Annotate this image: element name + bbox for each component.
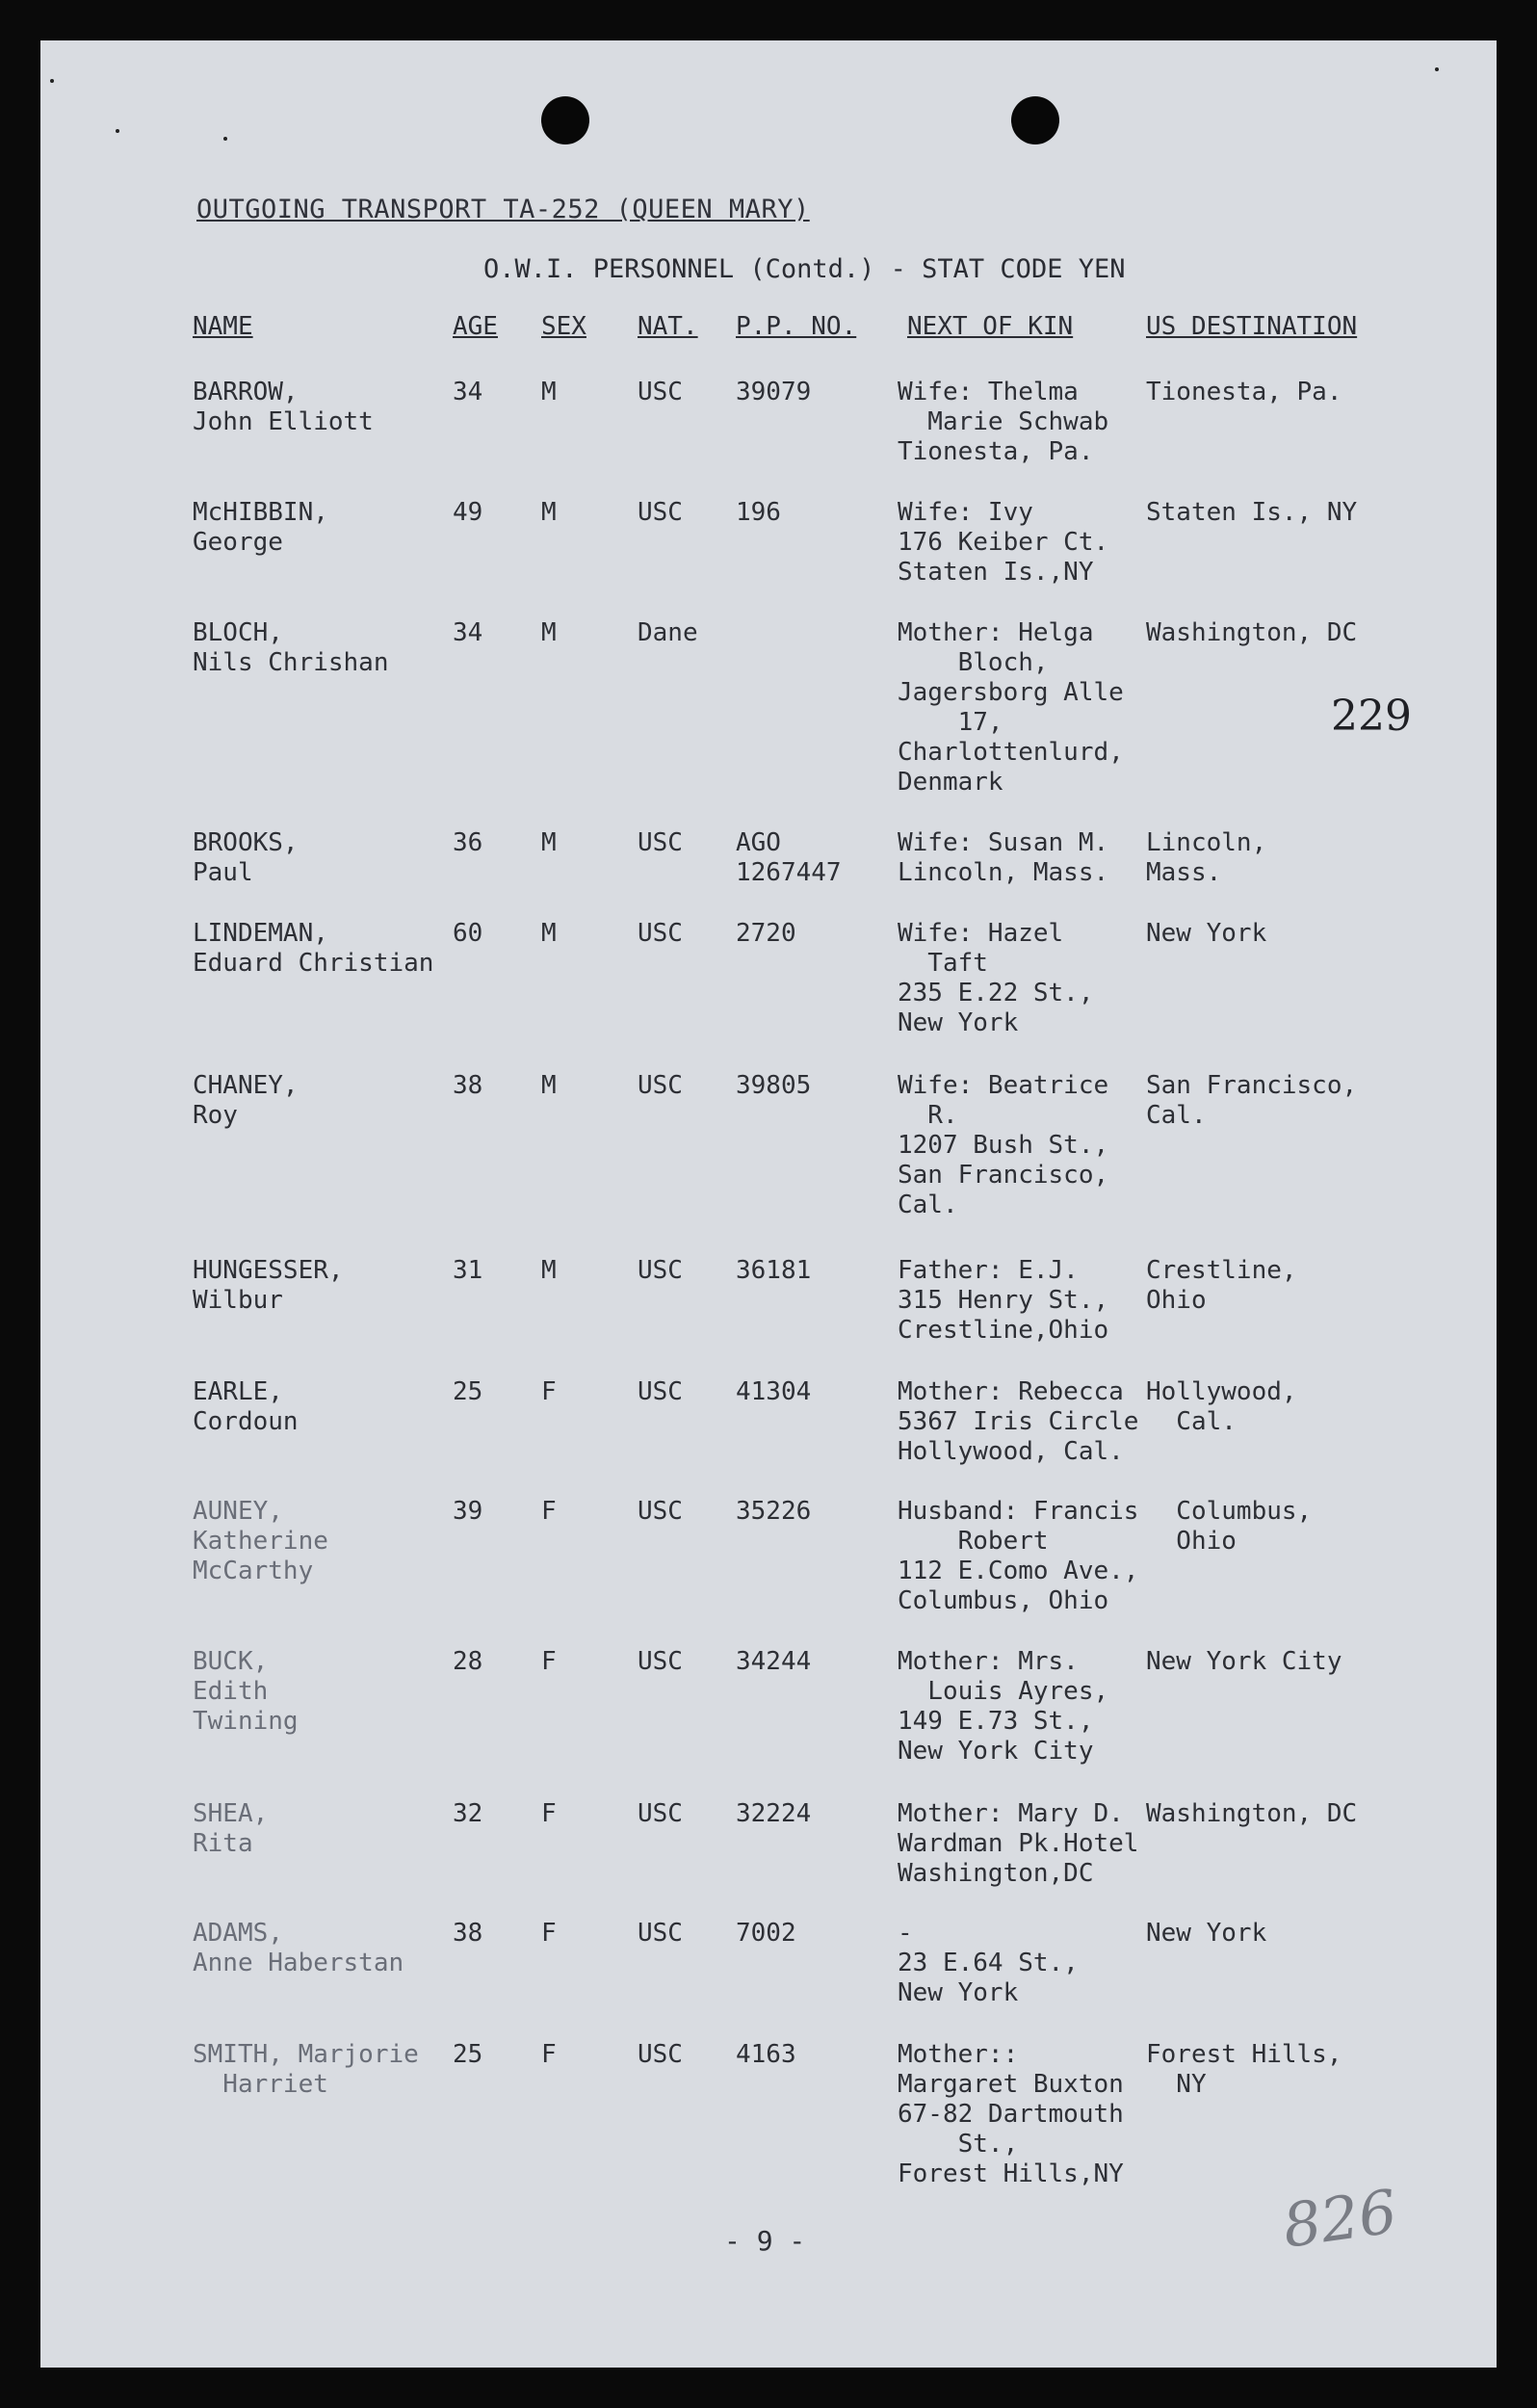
cell-next-of-kin: Wife: Thelma Marie Schwab Tionesta, Pa. — [898, 378, 1109, 466]
cell-pp-number: 32224 — [736, 1799, 812, 1828]
cell-next-of-kin: Mother: Mrs. Louis Ayres, 149 E.73 St., New York City — [898, 1647, 1109, 1766]
header-nat: NAT. — [638, 312, 698, 341]
cell-pp-number: 36181 — [736, 1256, 812, 1285]
cell-age: 49 — [453, 498, 483, 527]
cell-age: 25 — [453, 2040, 483, 2069]
cell-next-of-kin: Father: E.J. 315 Henry St., Crestline,Ohio — [898, 1256, 1109, 1345]
cell-next-of-kin: Mother: Mary D. Wardman Pk.Hotel Washington,DC — [898, 1799, 1139, 1888]
cell-name: BLOCH, Nils Chrishan — [193, 618, 389, 677]
cell-pp-number: 39079 — [736, 378, 812, 406]
cell-sex: F — [541, 1377, 557, 1406]
cell-name: BUCK, Edith Twining — [193, 1647, 299, 1736]
cell-pp-number: 4163 — [736, 2040, 796, 2069]
header-next-of-kin: NEXT OF KIN — [907, 312, 1074, 341]
cell-pp-number: 35226 — [736, 1497, 812, 1526]
cell-sex: F — [541, 1919, 557, 1948]
cell-name: AUNEY, Katherine McCarthy — [193, 1497, 328, 1585]
cell-next-of-kin: - 23 E.64 St., New York — [898, 1919, 1079, 2007]
header-pp-no: P.P. NO. — [736, 312, 857, 341]
cell-us-destination: Staten Is., NY — [1146, 498, 1358, 527]
cell-pp-number: 41304 — [736, 1377, 812, 1406]
cell-nationality: USC — [638, 1256, 683, 1285]
cell-next-of-kin: Wife: Ivy 176 Keiber Ct. Staten Is.,NY — [898, 498, 1109, 587]
cell-nationality: USC — [638, 919, 683, 948]
speck — [50, 79, 54, 83]
cell-us-destination: New York City — [1146, 1647, 1342, 1676]
speck — [116, 129, 119, 133]
cell-next-of-kin: Wife: Beatrice R. 1207 Bush St., San Francisco, Cal. — [898, 1071, 1109, 1219]
cell-sex: F — [541, 1799, 557, 1828]
cell-us-destination: New York — [1146, 1919, 1267, 1948]
cell-nationality: USC — [638, 378, 683, 406]
speck — [1435, 67, 1439, 71]
cell-age: 60 — [453, 919, 483, 948]
cell-pp-number: 2720 — [736, 919, 796, 948]
header-sex: SEX — [541, 312, 586, 341]
cell-name: HUNGESSER, Wilbur — [193, 1256, 344, 1315]
cell-us-destination: Hollywood, Cal. — [1146, 1377, 1297, 1436]
cell-name: ADAMS, Anne Haberstan — [193, 1919, 404, 1977]
cell-name: SMITH, Marjorie Harriet — [193, 2040, 419, 2099]
header-age: AGE — [453, 312, 498, 341]
cell-next-of-kin: Husband: Francis Robert 112 E.Como Ave., Columbus, Ohio — [898, 1497, 1139, 1615]
cell-us-destination: New York — [1146, 919, 1267, 948]
punch-hole — [541, 96, 589, 144]
cell-age: 28 — [453, 1647, 483, 1676]
cell-name: EARLE, Cordoun — [193, 1377, 299, 1436]
cell-name: BROOKS, Paul — [193, 828, 299, 887]
cell-sex: M — [541, 498, 557, 527]
document-page — [40, 40, 1497, 2368]
cell-next-of-kin: Wife: Hazel Taft 235 E.22 St., New York — [898, 919, 1094, 1037]
cell-name: CHANEY, Roy — [193, 1071, 299, 1130]
cell-age: 36 — [453, 828, 483, 857]
handwritten-note: 826 — [1278, 2176, 1401, 2262]
cell-nationality: USC — [638, 2040, 683, 2069]
cell-pp-number: 7002 — [736, 1919, 796, 1948]
speck — [223, 137, 227, 141]
cell-sex: M — [541, 919, 557, 948]
cell-age: 38 — [453, 1919, 483, 1948]
cell-name: LINDEMAN, Eduard Christian — [193, 919, 434, 978]
page-number: - 9 - — [724, 2225, 806, 2257]
cell-next-of-kin: Mother: Rebecca 5367 Iris Circle Hollywood, Cal. — [898, 1377, 1139, 1466]
cell-nationality: USC — [638, 1497, 683, 1526]
cell-us-destination: Crestline, Ohio — [1146, 1256, 1297, 1315]
cell-us-destination: San Francisco, Cal. — [1146, 1071, 1358, 1130]
cell-sex: M — [541, 378, 557, 406]
punch-hole — [1011, 96, 1059, 144]
cell-age: 25 — [453, 1377, 483, 1406]
cell-sex: F — [541, 1647, 557, 1676]
cell-age: 34 — [453, 378, 483, 406]
cell-pp-number: 39805 — [736, 1071, 812, 1100]
cell-sex: M — [541, 1071, 557, 1100]
cell-nationality: USC — [638, 1919, 683, 1948]
header-us-destination: US DESTINATION — [1146, 312, 1358, 341]
cell-us-destination: Forest Hills, NY — [1146, 2040, 1342, 2099]
cell-age: 39 — [453, 1497, 483, 1526]
document-subtitle: O.W.I. PERSONNEL (Contd.) - STAT CODE YEN — [483, 254, 1126, 284]
cell-age: 34 — [453, 618, 483, 647]
cell-nationality: USC — [638, 828, 683, 857]
cell-pp-number: AGO 1267447 — [736, 828, 842, 887]
cell-next-of-kin: Wife: Susan M. Lincoln, Mass. — [898, 828, 1109, 887]
cell-age: 38 — [453, 1071, 483, 1100]
cell-nationality: USC — [638, 498, 683, 527]
cell-sex: F — [541, 1497, 557, 1526]
cell-us-destination: Washington, DC — [1146, 1799, 1358, 1828]
document-title: OUTGOING TRANSPORT TA-252 (QUEEN MARY) — [196, 195, 810, 224]
header-name: NAME — [193, 312, 253, 341]
cell-name: McHIBBIN, George — [193, 498, 328, 557]
cell-sex: F — [541, 2040, 557, 2069]
cell-nationality: Dane — [638, 618, 698, 647]
cell-pp-number: 34244 — [736, 1647, 812, 1676]
cell-nationality: USC — [638, 1799, 683, 1828]
cell-nationality: USC — [638, 1647, 683, 1676]
cell-nationality: USC — [638, 1377, 683, 1406]
cell-us-destination: Washington, DC — [1146, 618, 1358, 647]
cell-pp-number: 196 — [736, 498, 781, 527]
cell-nationality: USC — [638, 1071, 683, 1100]
cell-next-of-kin: Mother: Helga Bloch, Jagersborg Alle 17, Charlottenlurd, Denmark — [898, 618, 1124, 797]
cell-sex: M — [541, 1256, 557, 1285]
cell-age: 32 — [453, 1799, 483, 1828]
cell-name: BARROW, John Elliott — [193, 378, 374, 436]
cell-sex: M — [541, 828, 557, 857]
cell-name: SHEA, Rita — [193, 1799, 269, 1858]
stamp-number: 229 — [1331, 692, 1412, 741]
cell-next-of-kin: Mother:: Margaret Buxton 67-82 Dartmouth St., Forest Hills,NY — [898, 2040, 1124, 2188]
cell-us-destination: Lincoln, Mass. — [1146, 828, 1267, 887]
cell-us-destination: Columbus, Ohio — [1176, 1497, 1313, 1556]
cell-sex: M — [541, 618, 557, 647]
cell-us-destination: Tionesta, Pa. — [1146, 378, 1342, 406]
cell-age: 31 — [453, 1256, 483, 1285]
